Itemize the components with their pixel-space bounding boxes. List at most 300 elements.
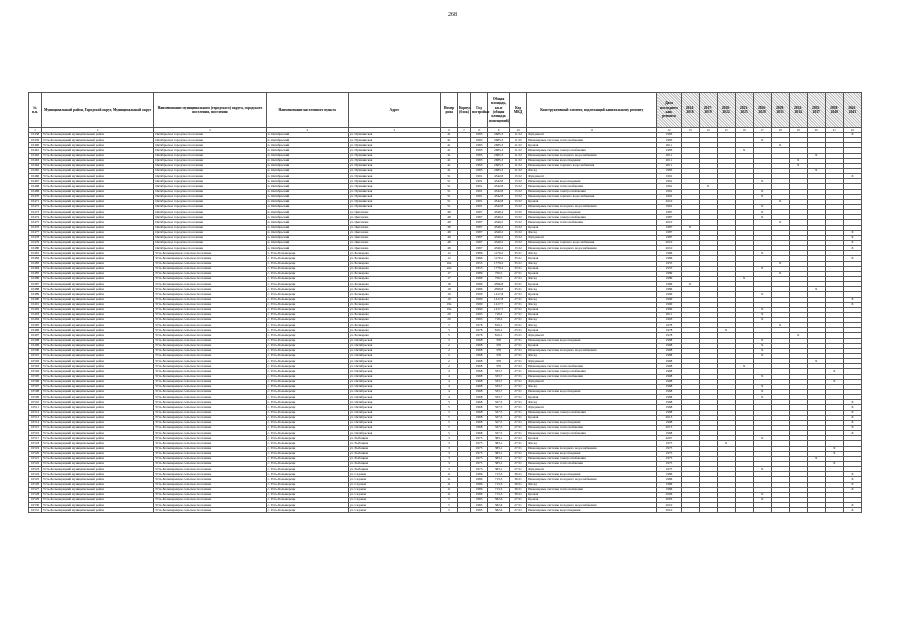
table-cell: 10522: [29, 462, 42, 467]
table-cell: 10459: [29, 138, 42, 143]
table-cell: 376: [488, 343, 510, 348]
table-cell: 2685,3: [488, 163, 510, 168]
table-cell: 11: [440, 472, 457, 477]
table-cell: ул. Бочкарева: [348, 333, 440, 338]
table-cell: X: [771, 271, 789, 276]
table-cell: 15.52: [510, 220, 527, 225]
table-cell: Усть-Большерецкое сельское поселение: [154, 266, 266, 271]
table-cell: Усть-Большерецкий муниципальный район: [42, 369, 154, 374]
table-cell: 1986: [471, 472, 488, 477]
table-cell: 1417,7: [488, 307, 510, 312]
table-cell: 10478: [29, 235, 42, 240]
table-cell: X: [843, 482, 861, 487]
table-cell: 1968: [657, 348, 681, 353]
table-cell: ул. Бочкарева: [348, 256, 440, 261]
table-cell: 1968: [471, 343, 488, 348]
table-cell: X: [789, 158, 807, 163]
table-cell: X: [753, 215, 771, 220]
table-cell: 1986: [471, 482, 488, 487]
table-cell: 819,1: [488, 323, 510, 328]
table-cell: 1968: [657, 431, 681, 436]
table-cell: 1968: [471, 410, 488, 415]
table-cell: Усть-Большерецкое сельское поселение: [154, 271, 266, 276]
table-cell: 1983: [657, 133, 681, 138]
table-cell: X: [681, 282, 699, 287]
table-cell: 1968: [471, 348, 488, 353]
table-cell: Усть-Большерецкое сельское поселение: [154, 400, 266, 405]
table-cell: 10496: [29, 328, 42, 333]
table-cell: 1983: [471, 138, 488, 143]
table-cell: 1968: [471, 364, 488, 369]
table-cell: 10510: [29, 400, 42, 405]
table-cell: Фасад: [527, 251, 657, 256]
table-cell: ул. Бочкарева: [348, 287, 440, 292]
table-cell: X: [753, 436, 771, 441]
table-cell: Усть-Большерецкое сельское поселение: [154, 384, 266, 389]
table-cell: ул. Октябрьская: [348, 431, 440, 436]
table-cell: 376: [488, 364, 510, 369]
table-cell: ул. Пушкинская: [348, 194, 440, 199]
table-cell: Усть-Большерецкое сельское поселение: [154, 354, 266, 359]
table-cell: 1990: [471, 307, 488, 312]
table-cell: X: [825, 379, 843, 384]
table-cell: X: [753, 384, 771, 389]
table-cell: 1968: [471, 395, 488, 400]
table-cell: X: [771, 261, 789, 266]
table-cell: Кровля: [527, 282, 657, 287]
table-cell: п. Октябрьский: [266, 194, 348, 199]
table-cell: 11: [440, 477, 457, 482]
table-cell: ул. Рыбацкая: [348, 436, 440, 441]
table-cell: 10489: [29, 292, 42, 297]
table-cell: 376: [488, 338, 510, 343]
column-header: 2023-2025: [735, 93, 753, 128]
table-cell: Усть-Большерецкий муниципальный район: [42, 251, 154, 256]
table-cell: с. Усть-Большерецк: [266, 477, 348, 482]
table-cell: 36.51: [510, 472, 527, 477]
table-cell: 10525: [29, 477, 42, 482]
table-cell: 1991: [471, 194, 488, 199]
table-cell: п. Октябрьский: [266, 163, 348, 168]
table-cell: 2010: [657, 199, 681, 204]
table-cell: 15.52: [510, 246, 527, 251]
table-cell: 27.51: [510, 420, 527, 425]
column-number: 21: [825, 128, 843, 133]
table-cell: 10509: [29, 395, 42, 400]
table-cell: 1983: [657, 168, 681, 173]
table-cell: 10526: [29, 482, 42, 487]
table-cell: 327,5: [488, 415, 510, 420]
table-cell: X: [843, 415, 861, 420]
table-cell: с. Усть-Большерецк: [266, 482, 348, 487]
table-cell: 19: [440, 297, 457, 302]
table-cell: 1986: [471, 256, 488, 261]
table-cell: Усть-Большерецкий муниципальный район: [42, 492, 154, 497]
table-cell: 383,1: [488, 456, 510, 461]
table-cell: X: [771, 199, 789, 204]
table-cell: 1968: [657, 395, 681, 400]
table-cell: [771, 508, 789, 513]
table-cell: 383,1: [488, 462, 510, 467]
table-cell: 819,1: [488, 328, 510, 333]
table-cell: ул. Рыбацкая: [348, 441, 440, 446]
table-cell: 10487: [29, 282, 42, 287]
table-cell: 3: [440, 441, 457, 446]
table-cell: Усть-Большерецкий муниципальный район: [42, 199, 154, 204]
table-cell: ул. Бочкарева: [348, 328, 440, 333]
column-number: 2: [42, 128, 154, 133]
table-cell: 1968: [471, 405, 488, 410]
table-cell: 1991: [657, 204, 681, 209]
table-cell: п. Октябрьский: [266, 184, 348, 189]
table-cell: 1993: [471, 312, 488, 317]
table-cell: ул. Октябрьская: [348, 415, 440, 420]
column-number: 19: [789, 128, 807, 133]
table-cell: ул. Пушкинская: [348, 179, 440, 184]
table-cell: п. Октябрьский: [266, 220, 348, 225]
table-cell: 2011: [657, 158, 681, 163]
table-cell: 5: [440, 333, 457, 338]
table-cell: Инженерные системы горячего водоснабжения: [527, 194, 657, 199]
table-cell: 2006: [657, 492, 681, 497]
column-header: Номер дома: [440, 93, 457, 128]
table-cell: 1987: [657, 210, 681, 215]
table-cell: Октябрьское городское поселение: [154, 240, 266, 245]
table-cell: 10482: [29, 256, 42, 261]
table-cell: 36.51: [510, 482, 527, 487]
table-cell: с. Усть-Большерецк: [266, 369, 348, 374]
table-cell: X: [843, 487, 861, 492]
table-cell: Усть-Большерецкий муниципальный район: [42, 143, 154, 148]
table-cell: 10470: [29, 194, 42, 199]
table-cell: Инженерные системы теплоснабжения: [527, 138, 657, 143]
table-cell: ул. Пушкинская: [348, 158, 440, 163]
table-cell: 27.51: [510, 297, 527, 302]
column-number: 4: [266, 128, 348, 133]
table-cell: 10485: [29, 271, 42, 276]
table-cell: 756,5: [488, 271, 510, 276]
table-cell: ул. Рыбацкая: [348, 446, 440, 451]
table-cell: Октябрьское городское поселение: [154, 235, 266, 240]
table-cell: 2013: [657, 415, 681, 420]
table-cell: 27.51: [510, 462, 527, 467]
table-cell: 376: [488, 348, 510, 353]
table-cell: 19: [440, 292, 457, 297]
table-cell: Кровля: [527, 271, 657, 276]
table-cell: 1968: [471, 379, 488, 384]
table-cell: 5: [440, 497, 457, 502]
table-cell: Усть-Большерецкий муниципальный район: [42, 343, 154, 348]
table-cell: 25.51: [510, 328, 527, 333]
table-cell: Усть-Большерецкий муниципальный район: [42, 467, 154, 472]
table-cell: 16а: [440, 261, 457, 266]
table-cell: [825, 508, 843, 513]
table-cell: X: [753, 338, 771, 343]
table-cell: Кровля: [527, 395, 657, 400]
table-cell: 10481: [29, 251, 42, 256]
table-cell: Кровля: [527, 199, 657, 204]
table-cell: X: [789, 163, 807, 168]
column-number: 14: [699, 128, 717, 133]
table-cell: X: [753, 343, 771, 348]
table-cell: Усть-Большерецкий муниципальный район: [42, 312, 154, 317]
table-cell: 5: [440, 503, 457, 508]
table-cell: Усть-Большерецкий муниципальный район: [42, 431, 154, 436]
table-cell: с. Усть-Большерецк: [266, 307, 348, 312]
column-header: 2029-2031: [771, 93, 789, 128]
table-cell: 10476: [29, 225, 42, 230]
table-cell: 4340,2: [488, 210, 510, 215]
table-cell: 1975: [471, 441, 488, 446]
table-cell: X: [843, 302, 861, 307]
table-cell: Октябрьское городское поселение: [154, 138, 266, 143]
table-cell: ул. Октябрьская: [348, 410, 440, 415]
table-cell: 2685,3: [488, 133, 510, 138]
table-cell: 1987: [471, 215, 488, 220]
table-cell: 713,3: [488, 492, 510, 497]
table-cell: 2685,3: [488, 168, 510, 173]
table-cell: Усть-Большерецкий муниципальный район: [42, 138, 154, 143]
column-header: Дата последнего кап. ремонта: [657, 93, 681, 128]
table-cell: 41: [440, 133, 457, 138]
table-cell: 5: [440, 328, 457, 333]
table-cell: Усть-Большерецкий муниципальный район: [42, 297, 154, 302]
table-row: [29, 508, 862, 513]
table-cell: с. Усть-Большерецк: [266, 410, 348, 415]
table-cell: 4: [440, 369, 457, 374]
table-cell: 4542,8: [488, 179, 510, 184]
table-cell: 1417,8: [488, 292, 510, 297]
table-cell: 27.51: [510, 364, 527, 369]
table-cell: Фундамент: [527, 379, 657, 384]
table-cell: 27.51: [510, 348, 527, 353]
table-cell: 1990: [471, 297, 488, 302]
table-cell: 333,7: [488, 379, 510, 384]
table-cell: 27.51: [510, 307, 527, 312]
table-cell: ул. Бочкарева: [348, 261, 440, 266]
column-header: Корпус (блок): [458, 93, 471, 128]
table-cell: 1975: [471, 446, 488, 451]
table-cell: ул. Октябрьская: [348, 343, 440, 348]
table-cell: 1968: [471, 359, 488, 364]
table-cell: 10500: [29, 348, 42, 353]
table-cell: Инженерные системы холодного водоснабжения: [527, 348, 657, 353]
table-cell: 5: [440, 431, 457, 436]
table-cell: 1975: [471, 462, 488, 467]
table-cell: ул. Бочкарева: [348, 276, 440, 281]
table-cell: 1987: [471, 210, 488, 215]
column-header: Наименование муниципального (городского) округа, городского поселения, поселения: [154, 93, 266, 128]
table-cell: ул. Октябрьская: [348, 420, 440, 425]
table-cell: ул. Пушкинская: [348, 174, 440, 179]
table-cell: 20: [440, 318, 457, 323]
table-cell: Октябрьское городское поселение: [154, 143, 266, 148]
table-cell: 10498: [29, 338, 42, 343]
table-cell: 27.51: [510, 395, 527, 400]
table-cell: Усть-Большерецкий муниципальный район: [42, 318, 154, 323]
table-cell: 35.51: [510, 256, 527, 261]
table-cell: Октябрьское городское поселение: [154, 133, 266, 138]
table-cell: 51: [440, 194, 457, 199]
table-cell: 2003: [657, 497, 681, 502]
table-cell: с. Усть-Большерецк: [266, 426, 348, 431]
table-cell: 3: [440, 436, 457, 441]
table-cell: 1986: [657, 287, 681, 292]
table-cell: ул. Садовая: [348, 487, 440, 492]
table-cell: 27.51: [510, 369, 527, 374]
table-cell: 10523: [29, 467, 42, 472]
table-cell: 27.51: [510, 379, 527, 384]
table-cell: Усть-Большерецкое сельское поселение: [154, 405, 266, 410]
table-cell: 1975: [657, 451, 681, 456]
table-cell: X: [807, 359, 825, 364]
table-cell: ул. Пушкинская: [348, 184, 440, 189]
table-cell: 1968: [471, 415, 488, 420]
table-cell: 11.52: [510, 138, 527, 143]
table-cell: 5: [440, 420, 457, 425]
column-number: 12: [657, 128, 681, 133]
table-cell: 1983: [471, 168, 488, 173]
table-cell: Кровля: [527, 312, 657, 317]
table-cell: 819,1: [488, 333, 510, 338]
table-cell: 327,5: [488, 420, 510, 425]
table-cell: 10514: [29, 420, 42, 425]
table-cell: Усть-Большерецкий муниципальный район: [42, 307, 154, 312]
table-cell: 27.51: [510, 271, 527, 276]
table-cell: 1975: [657, 446, 681, 451]
table-cell: 756,5: [488, 276, 510, 281]
table-cell: 333,7: [488, 390, 510, 395]
table-cell: Фундамент: [527, 235, 657, 240]
table-cell: Усть-Большерецкий муниципальный район: [42, 462, 154, 467]
table-cell: X: [753, 179, 771, 184]
table-cell: 1989: [657, 276, 681, 281]
table-cell: X: [735, 276, 753, 281]
table-cell: Усть-Большерецкий муниципальный район: [42, 189, 154, 194]
table-cell: X: [843, 246, 861, 251]
table-cell: Усть-Большерецкое сельское поселение: [154, 369, 266, 374]
table-cell: 718,2: [488, 318, 510, 323]
table-cell: 41: [440, 153, 457, 158]
table-cell: 15.52: [510, 194, 527, 199]
table-cell: 41: [440, 143, 457, 148]
table-cell: ул. Пушкинская: [348, 148, 440, 153]
table-cell: ул. Цыганова: [348, 240, 440, 245]
table-cell: с. Усть-Большерецк: [266, 436, 348, 441]
table-cell: [789, 508, 807, 513]
table-cell: X: [807, 168, 825, 173]
table-cell: Усть-Большерецкий муниципальный район: [42, 204, 154, 209]
column-number: 10: [510, 128, 527, 133]
table-cell: X: [843, 472, 861, 477]
table-cell: 1985: [471, 503, 488, 508]
table-cell: 4542,8: [488, 189, 510, 194]
table-cell: X: [843, 133, 861, 138]
table-cell: с. Усть-Большерецк: [266, 343, 348, 348]
table-cell: 10504: [29, 369, 42, 374]
table-cell: Инженерные системы электроснабжения: [527, 431, 657, 436]
table-cell: Усть-Большерецкий муниципальный район: [42, 410, 154, 415]
table-cell: 10488: [29, 287, 42, 292]
table-cell: 1990: [657, 292, 681, 297]
table-cell: 582,6: [488, 497, 510, 502]
table-cell: с. Усть-Большерецк: [266, 287, 348, 292]
table-cell: Инженерные системы водоотведения: [527, 451, 657, 456]
table-cell: 51: [440, 204, 457, 209]
table-cell: Фасад: [527, 354, 657, 359]
table-cell: 2007: [657, 436, 681, 441]
table-cell: 27.51: [510, 508, 527, 513]
table-cell: 2685,3: [488, 148, 510, 153]
table-cell: 2011: [657, 312, 681, 317]
table-cell: с. Усть-Большерецк: [266, 323, 348, 328]
table-cell: 1968: [657, 354, 681, 359]
table-cell: X: [843, 410, 861, 415]
table-cell: Фундамент: [527, 359, 657, 364]
table-cell: 10468: [29, 184, 42, 189]
table-cell: Усть-Большерецкий муниципальный район: [42, 235, 154, 240]
table-cell: Усть-Большерецкое сельское поселение: [154, 431, 266, 436]
table-cell: 10506: [29, 379, 42, 384]
page-number: 268: [448, 12, 457, 18]
table-cell: 2: [440, 364, 457, 369]
table-cell: Усть-Большерецкое сельское поселение: [154, 456, 266, 461]
table-cell: п. Октябрьский: [266, 215, 348, 220]
table-cell: 1986: [471, 477, 488, 482]
table-cell: X: [843, 503, 861, 508]
table-cell: 1991: [471, 179, 488, 184]
table-cell: X: [825, 451, 843, 456]
column-header: 2035-2037: [807, 93, 825, 128]
table-cell: Инженерные системы электроснабжения: [527, 369, 657, 374]
table-cell: 1986: [471, 282, 488, 287]
table-cell: 1986: [471, 492, 488, 497]
table-cell: ул. Пушкинская: [348, 163, 440, 168]
table-cell: Кровля: [527, 436, 657, 441]
table-cell: 5: [440, 508, 457, 513]
table-cell: 383,1: [488, 446, 510, 451]
table-cell: ул. Рыбацкая: [348, 451, 440, 456]
table-cell: 3: [440, 456, 457, 461]
table-cell: Инженерные системы холодного водоснабжения: [527, 153, 657, 158]
table-body: [29, 133, 862, 513]
table-cell: X: [807, 287, 825, 292]
table-cell: 4542,8: [488, 194, 510, 199]
table-cell: 1983: [471, 163, 488, 168]
table-cell: X: [843, 174, 861, 179]
table-cell: 27.51: [510, 318, 527, 323]
table-cell: Усть-Большерецкое сельское поселение: [154, 297, 266, 302]
table-cell: X: [717, 441, 735, 446]
table-cell: 18: [440, 282, 457, 287]
table-cell: Усть-Большерецкий муниципальный район: [42, 405, 154, 410]
table-cell: Кровля: [527, 497, 657, 502]
table-cell: 10465: [29, 168, 42, 173]
table-cell: ул. Садовая: [348, 492, 440, 497]
table-cell: Усть-Большерецкий муниципальный район: [42, 184, 154, 189]
table-cell: Усть-Большерецкое сельское поселение: [154, 395, 266, 400]
table-cell: Кровля: [527, 415, 657, 420]
table-cell: X: [771, 143, 789, 148]
table-cell: ул. Цыганова: [348, 246, 440, 251]
table-cell: Инженерные системы водоотведения: [527, 472, 657, 477]
table-cell: Инженерные системы водоотведения: [527, 420, 657, 425]
table-cell: 10495: [29, 323, 42, 328]
table-cell: 10497: [29, 333, 42, 338]
table-cell: с. Усть-Большерецк: [266, 462, 348, 467]
column-number: 3: [154, 128, 266, 133]
table-cell: Усть-Большерецкий муниципальный район: [42, 390, 154, 395]
